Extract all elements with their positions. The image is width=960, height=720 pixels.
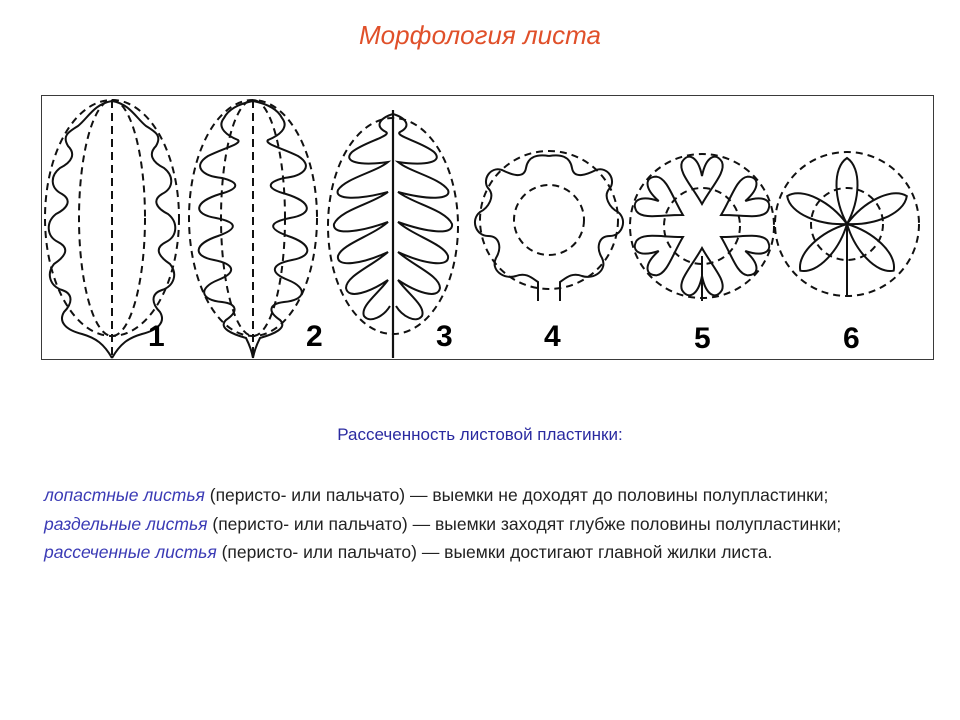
definition-lobed-text: (перисто- или пальчато) — выемки не доходят до половины полупластинки; (204, 485, 829, 505)
term-parted: раздельные листья (44, 513, 208, 534)
leaf-6-dissected-palmate (775, 152, 919, 296)
page-title: Морфология листа (359, 20, 601, 50)
definition-parted (44, 510, 924, 539)
leaf-5-parted-palmate (630, 154, 774, 301)
leaf-diagram (42, 96, 935, 361)
section-subtitle: Рассеченность листовой пластинки: (337, 425, 623, 444)
figure-label-1: 1 (148, 320, 165, 353)
term-lobed: лопастные листья (44, 485, 205, 505)
term-dissected: рассеченные листья (44, 542, 217, 562)
definitions-block (44, 481, 924, 567)
definition-lobed (44, 481, 924, 510)
leaf-2-parted-pinnate (189, 100, 317, 358)
leaf-4-lobed-palmate (475, 151, 623, 301)
figure-label-5: 5 (694, 322, 711, 355)
figure-label-3: 3 (436, 320, 453, 353)
definition-parted-text: (перисто- или пальчато) — выемки заходят глубже половины полупластинки; (207, 513, 842, 534)
leaf-dissection-figure (41, 95, 934, 360)
figure-label-2: 2 (306, 320, 323, 353)
figure-label-4: 4 (544, 320, 561, 353)
definition-dissected-text: (перисто- или пальчато) — выемки достигают главной жилки листа. (216, 542, 773, 562)
definition-dissected (44, 538, 924, 567)
figure-label-6: 6 (843, 322, 860, 355)
